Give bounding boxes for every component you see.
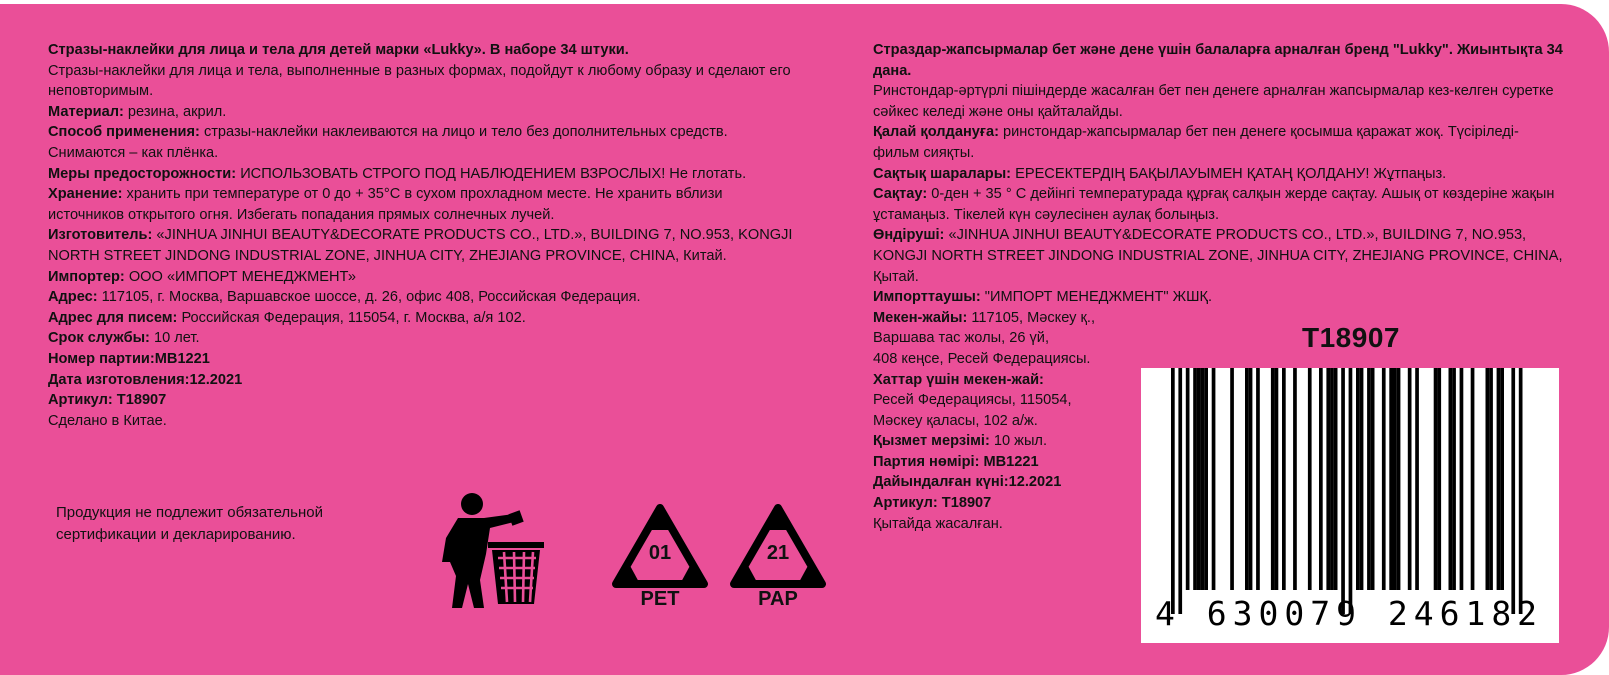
barcode-bar	[1452, 368, 1456, 590]
russian-text-column	[48, 40, 793, 431]
barcode-bar	[1334, 368, 1338, 590]
barcode-bar	[1293, 368, 1297, 590]
certification-disclaimer: Продукция не подлежит обязательной сертификации и декларированию.	[56, 504, 324, 543]
kz-title: Страздар-жапсырмалар бет және дене үшін балаларға арналған бренд "Lukky". Жиынтықта 34 дана.	[873, 42, 1563, 79]
barcode-bar	[1212, 368, 1216, 590]
ru-precautions: Меры предосторожности: ИСПОЛЬЗОВАТЬ СТРОГО ПОД НАБЛЮДЕНИЕМ ВЗРОСЛЫХ! Не глотать.	[48, 165, 747, 182]
kz-service-life: Қызмет мерзімі: 10 жыл.	[873, 433, 1048, 450]
barcode-bar	[1356, 368, 1360, 590]
ru-intro: Стразы-наклейки для лица и тела, выполненные в разных формах, подойдут к любому образу и сделают его неповторимым.	[48, 62, 791, 100]
barcode-bar	[1408, 368, 1412, 590]
barcode-bar	[1326, 368, 1330, 590]
product-label	[0, 4, 1609, 675]
ru-article: Артикул: T18907	[48, 392, 167, 409]
recycling-code: 01	[648, 542, 672, 564]
barcode-bar	[1371, 368, 1375, 590]
kz-article: Артикул: T18907	[873, 495, 992, 512]
ru-origin: Сделано в Китае.	[48, 412, 167, 429]
kz-address: Мекен-жайы: 117105, Мәскеу қ.,	[873, 309, 1096, 326]
recycling-name: PET	[640, 588, 680, 610]
barcode-bar	[1275, 368, 1279, 590]
barcode-bar	[1382, 368, 1386, 590]
barcode-bar	[1319, 368, 1323, 590]
dispose-in-bin-icon	[440, 492, 548, 612]
kz-importer: Импорттаушы: "ИМПОРТ МЕНЕДЖМЕНТ" ЖШҚ.	[873, 289, 1213, 306]
barcode-bar	[1471, 368, 1475, 590]
barcode-bar	[1193, 368, 1197, 590]
barcode-bar	[1511, 368, 1515, 614]
kz-precautions: Сақтық шаралары: ЕРЕСЕКТЕРДІҢ БАҚЫЛАУЫМЕН ҚАТАҢ ҚОЛДАНУ! Жұтпаңыз.	[873, 165, 1447, 182]
barcode-bar	[1197, 368, 1201, 590]
ru-usage: Способ применения: стразы-наклейки наклеиваются на лицо и тело без дополнительных средств. Снимаются – как плёнка.	[48, 124, 728, 161]
kz-mail-line: Ресей Федерациясы, 115054,	[873, 392, 1072, 409]
barcode-bar	[1449, 368, 1453, 590]
kz-origin: Қытайда жасалған.	[873, 515, 1003, 532]
kz-address-line: 408 кеңсе, Ресей Федерациясы.	[873, 350, 1091, 367]
ru-title: Стразы-наклейки для лица и тела для детей марки «Lukky». В наборе 34 штуки.	[48, 42, 629, 58]
kz-mail-line: Мәскеу қаласы, 102 а/ж.	[873, 412, 1038, 429]
barcode	[1141, 368, 1559, 643]
barcode-bar	[1308, 368, 1312, 590]
ru-importer: Импортер: ООО «ИМПОРТ МЕНЕДЖМЕНТ»	[48, 268, 356, 285]
barcode-bar	[1397, 368, 1401, 590]
kz-address-line: Варшава тас жолы, 26 үй,	[873, 330, 1050, 347]
recycling-code: 21	[766, 542, 790, 564]
barcode-bar	[1171, 368, 1175, 614]
recycling-name: PAP	[758, 588, 798, 610]
barcode-bar	[1393, 368, 1397, 590]
kz-manufacturer: Өндіруші: «JINHUA JINHUI BEAUTY&DECORATE PRODUCTS CO., LTD.», BUILDING 7, NO.953, KONGJI NORTH STREET JINDONG INDUSTRIAL ZONE, JINHUA CITY, ZHEJIANG PROVINCE, CHINA, Қытай.	[873, 227, 1563, 285]
barcode-bar	[1360, 368, 1364, 590]
ru-service-life: Срок службы: 10 лет.	[48, 330, 200, 347]
barcode-digits: 4 630079 246182	[1155, 594, 1544, 633]
barcode-bar	[1186, 368, 1190, 590]
ru-storage: Хранение: хранить при температуре от 0 до + 35°С в сухом прохладном месте. Не хранить вблизи источников открытого огня. Избегать попадания прямых солнечных лучей.	[48, 186, 723, 223]
barcode-bar	[1271, 368, 1275, 590]
ru-manufacturer: Изготовитель: «JINHUA JINHUI BEAUTY&DECORATE PRODUCTS CO., LTD.», BUILDING 7, NO.953, KONGJI NORTH STREET JINDONG INDUSTRIAL ZONE, JINHUA CITY, ZHEJIANG PROVINCE, CHINA, Китай.	[48, 227, 793, 264]
barcode-bar	[1282, 368, 1286, 590]
ru-date: Дата изготовления:12.2021	[48, 371, 243, 388]
barcode-bar	[1330, 368, 1334, 590]
barcode-bar	[1434, 368, 1438, 590]
barcode-bar	[1489, 368, 1493, 590]
barcode-bar	[1389, 368, 1393, 590]
ru-batch: Номер партии:MB1221	[48, 350, 210, 367]
barcode-bar	[1256, 368, 1260, 590]
kz-intro: Ринстондар-әртүрлі пішіндерде жасалған бет пен денеге арналған жапсырмалар кез-келген суретке сәйкес келеді және оны қайталайды.	[873, 83, 1554, 120]
barcode-bar	[1249, 368, 1253, 590]
recycling-symbol-pet	[610, 504, 710, 614]
product-code: T18907	[1302, 322, 1400, 353]
kz-mail-label: Хаттар үшін мекен-жай:	[873, 371, 1044, 388]
barcode-bar	[1201, 368, 1205, 590]
ru-mail-address: Адрес для писем: Российская Федерация, 115054, г. Москва, а/я 102.	[48, 309, 526, 326]
barcode-bar	[1245, 368, 1249, 590]
barcode-bar	[1367, 368, 1371, 590]
barcode-bar	[1230, 368, 1234, 590]
barcode-bar	[1486, 368, 1490, 590]
barcode-bar	[1519, 368, 1523, 614]
barcode-bar	[1437, 368, 1441, 590]
barcode-bar	[1497, 368, 1501, 590]
kz-storage: Сақтау: 0-ден + 35 ° С дейінгі температурада құрғақ салқын жерде сақтау. Ашық от көздеріне жақын ұстамаңыз. Тікелей күн сәулесінен аулақ болыңыз.	[873, 186, 1555, 223]
barcode-bar	[1349, 368, 1353, 614]
kz-batch: Партия нөмірі: MB1221	[873, 453, 1039, 470]
barcode-bar	[1178, 368, 1182, 614]
barcode-bar	[1500, 368, 1504, 590]
ru-material: Материал: резина, акрил.	[48, 103, 227, 120]
barcode-bar	[1204, 368, 1208, 590]
barcode-bar	[1415, 368, 1419, 590]
ru-address: Адрес: 117105, г. Москва, Варшавское шоссе, д. 26, офис 408, Российская Федерация.	[48, 289, 641, 306]
recycling-symbol-pap	[728, 504, 828, 614]
kz-date: Дайындалған күні:12.2021	[873, 474, 1062, 491]
kz-usage: Қалай қолдануға: ринстондар-жапсырмалар бет пен денеге қосымша қаражат жоқ. Түсіріледі-фильм сияқты.	[873, 124, 1519, 161]
barcode-bar	[1341, 368, 1345, 614]
barcode-bar	[1460, 368, 1464, 590]
